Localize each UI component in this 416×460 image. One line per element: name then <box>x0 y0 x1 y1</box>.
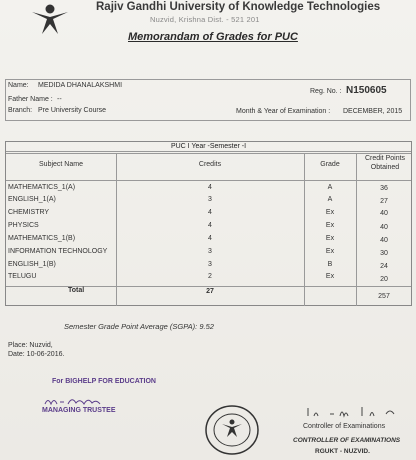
cell-grade: Ex <box>325 209 335 216</box>
cell-points: 40 <box>380 237 388 244</box>
controller-signature <box>300 404 400 418</box>
trust-stamp-top: For BIGHELP FOR EDUCATION <box>52 378 156 385</box>
cell-grade: Ex <box>325 235 335 242</box>
header-credit-points: Credit Points Obtained <box>364 155 406 171</box>
cell-points: 36 <box>380 185 388 192</box>
cell-points: 40 <box>380 210 388 217</box>
cell-grade: A <box>327 184 333 191</box>
cell-subject: MATHEMATICS_1(A) <box>8 184 76 191</box>
cell-subject: TELUGU <box>8 273 37 280</box>
place-line: Place: Nuzvid, <box>8 342 53 349</box>
university-seal-icon <box>204 404 260 456</box>
name-label: Name: <box>8 82 29 89</box>
cell-points: 30 <box>380 250 388 257</box>
col-rule-subject <box>116 153 117 306</box>
student-name: MEDIDA DHANALAKSHMI <box>38 82 123 89</box>
table-title: PUC I Year -Semester -I <box>6 142 411 152</box>
exam-month-label: Month & Year of Examination : <box>236 108 331 115</box>
grades-table <box>5 141 412 306</box>
branch-value: Pre University Course <box>38 107 107 114</box>
total-credits: 27 <box>206 288 214 295</box>
cell-points: 24 <box>380 263 388 270</box>
document-title: Memorandam of Grades for PUC <box>128 31 298 43</box>
father-name-label: Father Name : <box>8 96 53 103</box>
header-subject: Subject Name <box>39 161 83 168</box>
cell-subject: MATHEMATICS_1(B) <box>8 235 76 242</box>
controller-label: Controller of Examinations <box>303 423 386 430</box>
cell-points: 27 <box>380 198 388 205</box>
reg-no-label: Reg. No. : <box>310 88 342 95</box>
father-name: -- <box>57 96 62 103</box>
header-grade: Grade <box>320 161 340 168</box>
header-bottom-rule <box>6 180 411 181</box>
header-credits: Credits <box>198 161 222 168</box>
cell-credits: 4 <box>208 235 212 242</box>
cell-points: 20 <box>380 276 388 283</box>
cell-credits: 4 <box>208 209 212 216</box>
cell-credits: 4 <box>208 222 212 229</box>
cell-credits: 3 <box>208 248 212 255</box>
sgpa-line: Semester Grade Point Average (SGPA): 9.52 <box>64 322 214 331</box>
university-address: Nuzvid, Krishna Dist. - 521 201 <box>150 15 260 24</box>
total-label: Total <box>68 287 85 294</box>
cell-grade: B <box>327 261 333 268</box>
cell-credits: 3 <box>208 196 212 203</box>
cell-grade: Ex <box>325 273 335 280</box>
trustee-signature <box>40 394 120 408</box>
col-rule-credits <box>304 153 305 306</box>
cell-subject: ENGLISH_1(A) <box>8 196 56 203</box>
total-points: 257 <box>378 293 390 300</box>
cell-subject: PHYSICS <box>8 222 39 229</box>
header-top-rule <box>6 153 411 154</box>
cell-credits: 2 <box>208 273 212 280</box>
cell-credits: 4 <box>208 184 212 191</box>
cell-subject: INFORMATION TECHNOLOGY <box>8 248 108 255</box>
branch-label: Branch: <box>8 107 33 114</box>
date-line: Date: 10-06-2016. <box>8 351 65 358</box>
cell-grade: Ex <box>325 222 335 229</box>
total-rule <box>6 286 411 287</box>
reg-no-value: N150605 <box>346 85 387 96</box>
cell-subject: CHEMISTRY <box>8 209 50 216</box>
university-name: Rajiv Gandhi University of Knowledge Technologies <box>96 1 381 13</box>
controller-stamp-top: CONTROLLER OF EXAMINATIONS <box>293 437 401 444</box>
controller-stamp-bottom: RGUKT - NUZVID. <box>315 448 370 455</box>
exam-month-value: DECEMBER, 2015 <box>343 108 403 115</box>
cell-subject: ENGLISH_1(B) <box>8 261 56 268</box>
trust-stamp-bottom: MANAGING TRUSTEE <box>42 407 116 414</box>
cell-points: 40 <box>380 224 388 231</box>
cell-grade: A <box>327 196 333 203</box>
cell-grade: Ex <box>325 248 335 255</box>
university-logo-icon <box>30 2 70 36</box>
cell-credits: 3 <box>208 261 212 268</box>
